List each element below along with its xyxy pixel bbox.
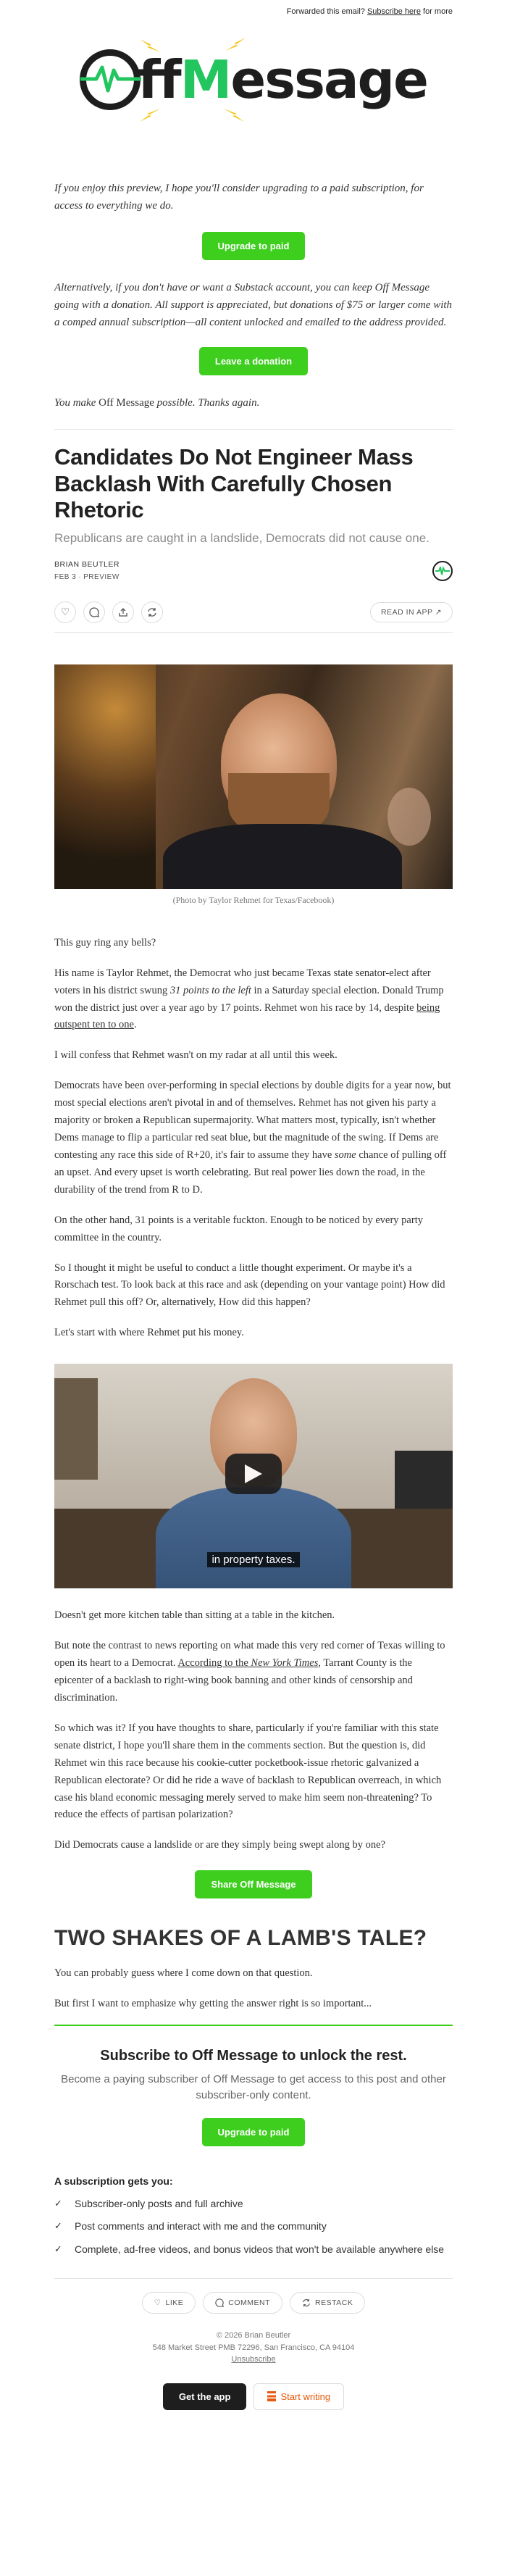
pulse-line-icon <box>80 64 141 93</box>
text-span: His name is Taylor Rehmet, the Democrat who just became Texas state senator-elect after voters in his district swung <box>54 967 431 996</box>
footer-actions <box>54 2292 453 2314</box>
publication-logo[interactable] <box>54 22 453 138</box>
paragraph: Doesn't get more kitchen table than sitting at a table in the kitchen. <box>54 1609 335 1622</box>
comment-label: COMMENT <box>228 2298 271 2308</box>
author-avatar[interactable] <box>432 561 453 581</box>
paragraph: So which was it? If you have thoughts to share, particularly if you're familiar with this state senate district, I hope you'll share them in the comments section. But the question is, did Rehmet win this race because his cookie-cutter pocketbook-issue rhetoric galvanized a Republican electorate? Or did he ride a wave of backlash to Republican overreach, in which case his bland economic messaging merely served to make him seem non-threatening? To reduce the effects of partisan polarization? <box>54 1722 442 1821</box>
nyt-link[interactable] <box>177 1657 318 1669</box>
text-span: , Tarrant County is the epicenter of a backlash to right-wing book banning and other kinds of censorship and discrimination. <box>54 1657 413 1704</box>
taylor-rehmet-photo[interactable] <box>54 664 453 889</box>
logo-text-essage: essage <box>230 49 427 110</box>
upgrade-button[interactable]: Upgrade to paid <box>202 232 306 260</box>
restack-icon <box>302 2298 311 2307</box>
date-text: FEB 3 <box>54 572 77 581</box>
post-actions <box>54 601 453 623</box>
paragraph: This guy ring any bells? <box>54 936 156 949</box>
thanks-brand: Off Message <box>99 397 154 409</box>
like-icon[interactable]: ♡ <box>54 601 76 623</box>
text-span: New York Times <box>251 1657 319 1670</box>
start-writing-button[interactable] <box>254 2383 344 2410</box>
paywall-title: Subscribe to Off Message to unlock the rest. <box>100 2048 407 2064</box>
benefits-list <box>54 2197 453 2257</box>
photo-caption: (Photo by Taylor Rehmet for Texas/Facebook) <box>172 894 335 905</box>
logo-text-ff: ff <box>138 49 180 110</box>
read-in-app-button[interactable] <box>370 602 453 622</box>
lightning-bolt-icon <box>225 38 246 51</box>
preview-label: PREVIEW <box>83 572 120 581</box>
benefit-item <box>54 2197 453 2212</box>
restack-button[interactable] <box>290 2292 365 2314</box>
text-span: According to the <box>177 1657 251 1670</box>
paragraph: So I thought it might be useful to conduct a little thought experiment. Or maybe it's a Rorschach test. To look back at this race and ask (depending on your vantage point) How did Rehmet pull this off? Or, alternatively, How did this happen? <box>54 1262 445 1309</box>
lightning-bolt-icon <box>140 109 160 122</box>
outspent-link[interactable]: being outspent ten to one <box>54 1001 440 1031</box>
app-promo <box>54 2383 453 2410</box>
benefits-heading: A subscription gets you: <box>54 2175 173 2187</box>
text-span: 31 points to the left <box>169 984 251 996</box>
post-title[interactable]: Candidates Do Not Engineer Mass Backlash With Carefully Chosen Rhetoric <box>54 444 414 523</box>
paragraph: I will confess that Rehmet wasn't on my radar at all until this week. <box>54 1049 338 1062</box>
logo-text-m: M <box>180 49 231 110</box>
text-span: in a Saturday special election. Donald Trump won the district just over a year ago by 17 points. Rehmet won his race by 14, despite <box>54 984 444 1014</box>
logo-o-mark <box>80 49 141 110</box>
paragraph: But first I want to emphasize why getting the answer right is so important... <box>54 1998 372 2010</box>
substack-logo-icon <box>267 2391 276 2401</box>
video-embed[interactable] <box>54 1364 453 1588</box>
restack-icon[interactable] <box>141 601 163 623</box>
play-button[interactable] <box>225 1454 282 1494</box>
forward-bar <box>54 0 453 22</box>
divider <box>54 429 453 430</box>
post-subtitle: Republicans are caught in a landslide, Democrats did not cause one. <box>54 530 430 545</box>
mailing-address: 548 Market Street PMB 72296, San Francisco, CA 94104 <box>152 2343 355 2352</box>
paywall-upgrade-button[interactable]: Upgrade to paid <box>202 2118 306 2146</box>
text-span: Democrats have been over-performing in special elections by double digits for a year now, but most special elections aren't pivotal in and of themselves. Rehmet has not given his party a majority or broken a Republican supermajority. What matters most, typically, isn't whether Dems manage to flip a particular red seat blue, but the magnitude of the swing. If Dems are contesting any race this side of R+20, it's fair to assume they have <box>54 1080 451 1161</box>
paywall-subtitle: Become a paying subscriber of Off Message to get access to this post and other subscriber-only content. <box>61 2073 446 2101</box>
share-button[interactable]: Share Off Message <box>195 1870 311 1898</box>
benefit-text: Post comments and interact with me and the community <box>75 2220 327 2233</box>
comment-icon <box>215 2298 224 2307</box>
author-name[interactable]: BRIAN BEUTLER <box>54 559 120 569</box>
read-in-app-label: READ IN APP <box>381 607 433 617</box>
arrow-up-right-icon: ↗ <box>435 607 442 617</box>
get-the-app-button[interactable]: Get the app <box>163 2383 247 2410</box>
thanks-text <box>54 394 453 412</box>
post-meta <box>54 546 453 581</box>
like-button[interactable] <box>142 2292 196 2314</box>
donation-appeal: Alternatively, if you don't have or want a Substack account, you can keep Off Message going with a donation. All support is appreciated, but donations of $75 or larger come with a comped annual subscription—all content unlocked and emailed to the address provided. <box>54 282 453 328</box>
divider <box>54 632 453 633</box>
unsubscribe-link[interactable]: Unsubscribe <box>231 2355 276 2364</box>
email-body <box>54 0 453 2410</box>
video-caption-text: in property taxes. <box>207 1552 299 1567</box>
paragraph <box>54 965 453 1035</box>
text-span: some <box>334 1149 356 1161</box>
checkmark-icon: ✓ <box>54 2220 62 2232</box>
checkmark-icon: ✓ <box>54 2243 62 2254</box>
paragraph: Let's start with where Rehmet put his money. <box>54 1327 244 1339</box>
subscribe-link[interactable]: Subscribe here <box>366 7 421 16</box>
text-span: chance of pulling off an upset. And every upset is worth celebrating. But real power lies down the road, in the durability of the trend from R to D. <box>54 1149 447 1196</box>
heart-icon: ♡ <box>154 2298 162 2308</box>
forwarded-text: Forwarded this email? <box>286 7 365 16</box>
paragraph: You can probably guess where I come down on that question. <box>54 1967 313 1980</box>
post-date: FEB 3 ∙ PREVIEW <box>54 572 120 581</box>
video-caption <box>54 1554 453 1567</box>
text-span: . <box>133 1019 137 1031</box>
like-label: LIKE <box>165 2298 184 2308</box>
thanks-prefix: You make <box>54 397 99 409</box>
thanks-suffix: possible. Thanks again. <box>154 397 260 409</box>
restack-label: RESTACK <box>315 2298 353 2308</box>
start-writing-label: Start writing <box>280 2390 331 2402</box>
footer-info <box>54 2330 453 2366</box>
benefit-item <box>54 2243 453 2257</box>
play-icon <box>245 1464 262 1483</box>
donation-button[interactable]: Leave a donation <box>199 347 308 375</box>
text-span: But note the contrast to news reporting on what made this very red corner of Texas willing to open its heart to a Democrat. <box>54 1640 445 1670</box>
lightning-bolt-icon <box>224 109 244 122</box>
benefit-text: Subscriber-only posts and full archive <box>75 2197 243 2209</box>
logo-wordmark <box>80 49 427 110</box>
paragraph <box>54 1077 453 1199</box>
paragraph: Did Democrats cause a landslide or are they simply being swept along by one? <box>54 1839 386 1851</box>
paragraph: On the other hand, 31 points is a veritable fuckton. Enough to be noticed by every party committee in the country. <box>54 1214 423 1243</box>
paragraph <box>54 1638 453 1707</box>
for-more-text: for more <box>423 7 453 16</box>
pulse-line-icon <box>435 567 450 575</box>
upgrade-appeal: If you enjoy this preview, I hope you'll consider upgrading to a paid subscription, for access to everything we do. <box>54 183 424 212</box>
benefit-item <box>54 2219 453 2234</box>
copyright: © 2026 Brian Beutler <box>216 2331 291 2341</box>
share-icon[interactable] <box>112 601 134 623</box>
checkmark-icon: ✓ <box>54 2197 62 2209</box>
lightning-bolt-icon <box>140 39 160 52</box>
paywall-divider <box>54 2025 453 2026</box>
comment-icon[interactable] <box>83 601 105 623</box>
divider <box>54 2278 453 2279</box>
section-heading: TWO SHAKES OF A LAMB'S TALE? <box>54 1926 427 1951</box>
benefit-text: Complete, ad-free videos, and bonus videos that won't be available anywhere else <box>75 2243 445 2255</box>
comment-button[interactable] <box>203 2292 282 2314</box>
